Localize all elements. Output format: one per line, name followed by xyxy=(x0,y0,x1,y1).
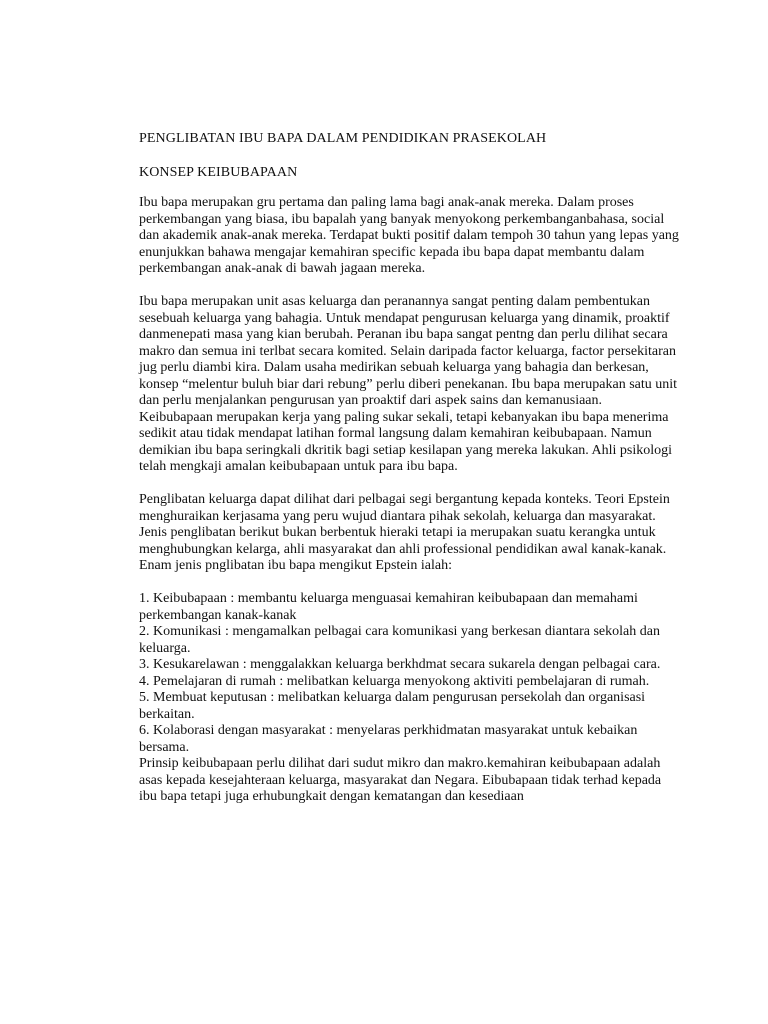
list-item: 6. Kolaborasi dengan masyarakat : menyelaras perkhidmatan masyarakat untuk kebaikan bersama. xyxy=(139,723,638,755)
list-item: 4. Pemelajaran di rumah : melibatkan keluarga menyokong aktiviti pembelajaran di rumah. xyxy=(139,673,650,689)
paragraph-3: Penglibatan keluarga dapat dilihat dari pelbagai segi bergantung kepada konteks. Teori Epstein menghuraikan kerjasama yang peru wujud diantara pihak sekolah, keluarga dan masyarakat. Jenis penglibatan berikut bukan berbentuk hieraki tetapi ia merupakan suatu kerangka untuk menghubungkan kelarga, ahli masyarakat dan ahli professional pendidikan awal kanak-kanak. Enam jenis pnglibatan ibu bapa mengikut Epstein ialah: xyxy=(139,492,670,573)
paragraph-1: Ibu bapa merupakan gru pertama dan paling lama bagi anak-anak mereka. Dalam proses perkembangan yang biasa, ibu bapalah yang banyak menyokong perkembanganbahasa, social dan akademik anak-anak mereka. Terdapat bukti positif dalam tempoh 30 tahun yang lepas yang enunjukkan bahawa mengajar kemahiran specific kepada ibu bapa dapat membantu dalam perkembangan anak-anak di bawah jagaan mereka. xyxy=(139,195,679,276)
list-item: 3. Kesukarelawan : menggalakkan keluarga berkhdmat secara sukarela dengan pelbagai cara. xyxy=(139,657,661,672)
paragraph-4: Prinsip keibubapaan perlu dilihat dari sudut mikro dan makro.kemahiran keibubapaan adalah asas kepada kesejahteraan keluarga, masyarakat dan Negara. Eibubapaan tidak terhad kepada ibu bapa tetapi juga erhubungkait dengan kematangan dan kesediaan xyxy=(139,756,662,804)
list-item: 1. Keibubapaan : membantu keluarga menguasai kemahiran keibubapaan dan memahami perkembangan kanak-kanak xyxy=(139,591,638,623)
list-item: 5. Membuat keputusan : melibatkan keluarga dalam pengurusan persekolah dan organisasi berkaitan. xyxy=(139,690,646,722)
section-heading: KONSEP KEIBUBAPAAN xyxy=(139,164,298,180)
involvement-list xyxy=(139,591,679,756)
list-item: 2. Komunikasi : mengamalkan pelbagai cara komunikasi yang berkesan diantara sekolah dan keluarga. xyxy=(139,624,660,656)
document-title: PENGLIBATAN IBU BAPA DALAM PENDIDIKAN PRASEKOLAH xyxy=(139,131,547,146)
paragraph-2: Ibu bapa merupakan unit asas keluarga dan peranannya sangat penting dalam pembentukan sesebuah keluarga yang bahagia. Untuk mendapat pengurusan keluarga yang dinamik, proaktif danmenepati masa yang kian berubah. Peranan ibu bapa sangat pentng dan perlu dilihat secara makro dan semua ini terlbat secara komited. Selain daripada factor keluarga, factor persekitaran jug perlu diambi kira. Dalam usaha medirikan sebuah keluarga yang bahagia dan berkesan, konsep “melentur buluh biar dari rebung” perlu diberi penekanan. Ibu bapa merupakan satu unit dan perlu menjalankan pengurusan yan proaktif dari aspek sains dan kemanusiaan. Keibubapaan merupakan kerja yang paling sukar sekali, tetapi kebanyakan ibu bapa menerima sedikit atau tidak mendapat latihan formal langsung dalam kemahiran keibubapaan. Namun demikian ibu bapa seringkali dkritik bagi setiap kesilapan yang mereka lakukan. Ahli psikologi telah mengkaji amalan keibubapaan untuk para ibu bapa. xyxy=(139,294,678,474)
document-body xyxy=(139,131,679,806)
